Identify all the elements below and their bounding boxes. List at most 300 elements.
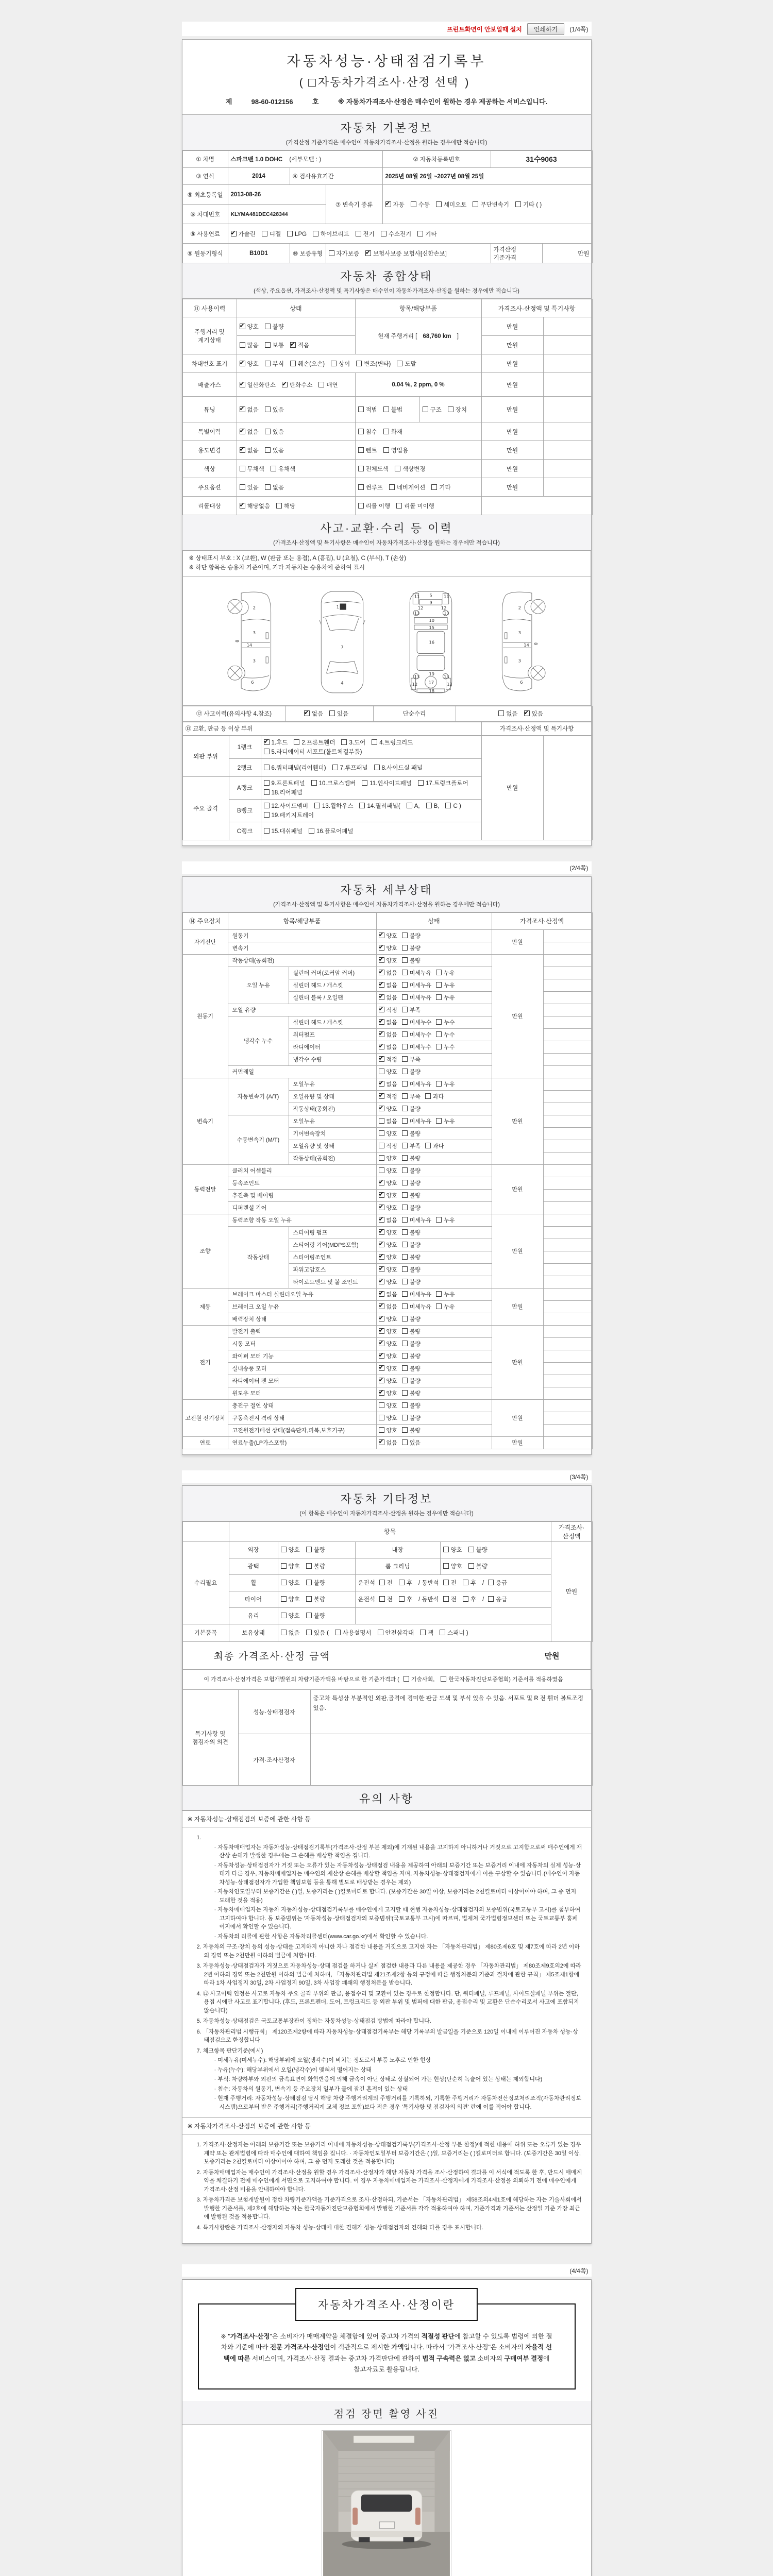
checkbox-option[interactable] [402,1117,432,1125]
checkbox-option[interactable] [383,428,402,436]
checkbox-option[interactable] [240,405,259,414]
checkbox-option[interactable] [436,1117,455,1125]
checkbox-option[interactable] [431,483,450,492]
checkbox-option[interactable] [402,993,432,1002]
checkbox-option[interactable] [264,802,309,810]
unchecked-checkbox-icon [331,361,337,366]
checkbox-option[interactable] [402,1278,421,1286]
tuning-label: 튜닝 [182,397,237,422]
checkbox-option[interactable] [379,969,397,977]
option-note [543,478,592,497]
checkbox-option[interactable] [473,200,509,209]
checkbox-label: 미세누유 [409,995,432,1002]
checkbox-option[interactable] [379,1253,397,1261]
unchecked-checkbox-icon [402,1353,408,1359]
checkbox-option[interactable] [379,1401,397,1410]
note-line: · 자동차성능·상태점검자가 거짓 또는 오류가 있는 자동차성능·상태점검 내용을 제공하여 아래의 보증기간 또는 보증거리 이내에 자동차의 실제 성능·상태가 다른 경우, 자동차매매업자는 매수인의 재산상 손해를 배상할 책임을 지며, 자동차성능·상태점검자에게 이를 구상할 수 있습니다.(매수인이 자동차성능·상태점검자가 가입한 책임보험 등을 통해 별도로 배상받는 경우는 제외) [214,1862,581,1886]
checkbox-option[interactable] [379,1389,397,1397]
stcell [376,929,492,942]
checkbox-option[interactable] [379,1579,393,1587]
checkbox-option[interactable] [379,1092,397,1100]
svg-text:8: 8 [533,642,539,645]
checkbox-option[interactable] [411,200,430,209]
checkbox-option[interactable] [379,1179,397,1187]
checkbox-option[interactable] [264,779,305,787]
checkbox-option[interactable] [436,1302,455,1311]
checkbox-label: 전기 [363,231,375,238]
checkbox-option[interactable] [402,1302,432,1311]
checkbox-option[interactable] [383,446,408,454]
checkbox-option[interactable] [396,502,434,510]
checkbox-option[interactable] [402,1154,421,1162]
checkbox-option[interactable] [379,1166,397,1175]
stcell [376,1016,492,1028]
checkbox-option[interactable] [374,764,423,772]
checkbox-option[interactable] [379,1105,397,1113]
checkbox-option[interactable] [488,1595,507,1603]
checkbox-option[interactable] [309,827,354,835]
field-year-label: ③ 연식 [182,168,228,185]
checkbox-option[interactable] [358,465,389,473]
print-install-notice[interactable]: 프린트화면이 안보일때 설치 [447,25,522,33]
checkbox-option[interactable] [240,381,276,389]
checkbox-label: 후 [406,1597,413,1603]
checkbox-label: 없음 [311,711,323,718]
field-car-name-label: ① 차명 [182,151,228,168]
checkbox-option[interactable] [443,1579,457,1587]
checkbox-option[interactable] [404,1675,435,1684]
checkbox-option[interactable] [468,1546,488,1554]
checkbox-option[interactable] [379,981,397,989]
checkbox-option[interactable] [402,1129,421,1138]
checkbox-option[interactable] [311,779,356,787]
checkbox-option[interactable] [240,483,259,492]
checkbox-option[interactable] [379,956,397,964]
bcell [543,1041,592,1053]
accident-history-state [285,706,373,721]
checkbox-option[interactable] [276,502,295,510]
checkbox-option[interactable] [314,802,353,810]
checkbox-option[interactable] [304,709,323,718]
checkbox-option[interactable] [402,1389,421,1397]
checkbox-option[interactable] [389,483,426,492]
icell: 동력조향 작동 오일 누유 [228,1214,376,1226]
checkbox-label: 사용설명서 [342,1630,372,1637]
checkbox-option[interactable] [402,1216,432,1224]
checkbox-label: 도말 [405,361,416,367]
checkbox-option[interactable] [264,827,303,835]
checkbox-option[interactable] [402,1204,421,1212]
checkbox-option[interactable] [265,360,284,368]
detail-row [182,1436,592,1449]
gloss-state [278,1558,355,1574]
checkbox-option[interactable] [498,709,517,718]
checkbox-option[interactable] [379,1067,397,1076]
checkbox-option[interactable] [265,341,284,349]
checkbox-option[interactable] [385,200,405,209]
checkbox-label: 불량 [409,1255,421,1261]
checkbox-option[interactable] [402,944,421,952]
checkbox-option[interactable] [379,1018,397,1026]
checkbox-option[interactable] [379,1595,393,1603]
checkbox-option[interactable] [332,764,368,772]
mileage-note-1 [543,317,592,336]
checkbox-option[interactable] [358,428,377,436]
checkbox-option[interactable] [399,1595,412,1603]
checkbox-option[interactable] [423,405,442,414]
checkbox-option[interactable] [443,1562,462,1570]
checkbox-label: 있음 ( [313,1630,329,1637]
checkbox-option[interactable] [402,1377,421,1385]
checkbox-option[interactable] [379,1327,397,1335]
checkbox-option[interactable] [402,1166,421,1175]
checkbox-option[interactable] [265,323,284,331]
checkbox-option[interactable] [281,1595,300,1603]
checkbox-label: 적음 [297,342,310,349]
checkbox-option[interactable] [379,1228,397,1236]
checkbox-label: 스패너 ) [447,1630,468,1637]
outer-panel-label: 외판 부위 [182,736,229,776]
checked-checkbox-icon [379,1242,384,1247]
checkbox-option[interactable] [379,944,397,952]
checkbox-option[interactable] [379,1204,397,1212]
checkbox-label: 16.플로어패널 [316,828,354,835]
checkbox-option[interactable] [426,803,440,809]
bcell [543,1276,592,1288]
checkbox-option[interactable] [524,709,543,718]
unchecked-checkbox-icon [265,484,271,490]
checkbox-label: 부족 [409,1057,421,1063]
unchecked-checkbox-icon [332,765,338,770]
gloss-label: 광택 [229,1558,278,1574]
unchecked-checkbox-icon [379,1143,384,1148]
checkbox-option[interactable] [240,446,259,454]
checkbox-label: 불량 [409,1069,421,1076]
checkbox-option[interactable] [379,1315,397,1323]
checkbox-option[interactable] [420,1629,433,1637]
checkbox-option[interactable] [379,1191,397,1199]
icell: 파워고압호스 [289,1263,376,1276]
checkbox-option[interactable] [379,1216,397,1224]
checkbox-option[interactable] [329,249,359,258]
checkbox-option[interactable] [402,1092,421,1100]
checkbox-label: 없음 [386,1118,397,1125]
tuning-legal [355,397,419,422]
checkbox-option[interactable] [329,709,348,718]
checkbox-option[interactable] [436,1030,455,1039]
checkbox-option[interactable] [379,1438,397,1447]
checkbox-option[interactable] [440,1629,468,1637]
checkbox-option[interactable] [240,341,259,349]
checkbox-option[interactable] [331,360,350,368]
checkbox-option[interactable] [379,1241,397,1249]
checkbox-option[interactable] [402,1030,432,1039]
checkbox-option[interactable] [402,1315,421,1323]
unchecked-checkbox-icon [264,803,270,808]
checkbox-option[interactable] [402,1191,421,1199]
checkbox-option[interactable] [358,405,377,414]
checkbox-option[interactable] [265,483,284,492]
checkbox-option[interactable] [306,1595,325,1603]
checkbox-option[interactable] [306,1579,325,1587]
mileage-post: ] [457,333,459,340]
checkbox-option[interactable] [379,931,397,940]
checkbox-label: 미세누유 [409,1118,432,1125]
checkbox-option[interactable] [402,1043,432,1051]
checkbox-option[interactable] [441,1675,563,1684]
checkbox-option[interactable] [379,1117,397,1125]
checkbox-option[interactable] [306,1546,325,1554]
note-line: · 현재 주행거리: 자동차성능·상태점검 당시 해당 차량 주행거리계의 주행거리를 기록하되, 기록한 주행거리가 자동차전산정보처리조직(자동차관리정보시스템)으로부터 받은 주행거리(주행거리계 교체 정보 포함)보다 적은 경우 '특기사항 및 점검자의 의견' 란에 이를 적어야 합니다. [214,2095,582,2110]
checkbox-label: 색상변경 [402,466,426,472]
checkbox-option[interactable] [379,1377,397,1385]
rankB-label: B랭크 [229,799,261,822]
checkbox-option[interactable] [281,1579,300,1587]
checkbox-option[interactable] [290,341,309,349]
checkbox-option[interactable] [397,360,416,368]
checkbox-option[interactable] [402,1055,421,1063]
checkbox-option[interactable] [468,1562,488,1570]
checkbox-option[interactable] [402,1018,432,1026]
checkbox-option[interactable] [240,465,264,473]
checkbox-option[interactable] [379,1352,397,1360]
pcell: 만원 [492,1325,543,1399]
checkbox-option[interactable] [402,969,432,977]
detail-h-device: ⑭ 주요장치 [182,912,228,929]
checkbox-option[interactable] [443,1595,457,1603]
checkbox-option[interactable] [240,323,259,331]
checkbox-option[interactable] [425,1142,444,1150]
checkbox-option[interactable] [402,1105,421,1113]
checkbox-option[interactable] [372,738,413,747]
checkbox-option[interactable] [399,1579,412,1587]
checkbox-option[interactable] [265,446,284,454]
text-fragment: / [482,1597,484,1603]
checkbox-option[interactable] [379,1278,397,1286]
checkbox-option[interactable] [306,1562,325,1570]
checkbox-option[interactable] [308,74,459,90]
checkbox-option[interactable] [356,360,391,368]
checkbox-option[interactable] [443,1546,462,1554]
checkbox-option[interactable] [402,1179,421,1187]
checkbox-option[interactable] [436,1043,455,1051]
checkbox-option[interactable] [379,1290,397,1298]
checkbox-option[interactable] [265,405,284,414]
gcell: 고전원 전기장치 [182,1399,228,1436]
checkbox-option[interactable] [402,1006,421,1014]
checkbox-option[interactable] [379,1142,397,1150]
checkbox-label: 미세누유 [409,1081,432,1088]
checkbox-option[interactable] [281,1612,300,1620]
checkbox-option[interactable] [515,200,542,209]
icell: 등속조인트 [228,1177,376,1189]
checkbox-label: 한국자동차진단보증협회) 기준서를 적용하였음 [448,1676,563,1683]
checkbox-option[interactable] [358,446,377,454]
checkbox-option[interactable] [356,230,375,238]
checkbox-option[interactable] [313,230,349,238]
checkbox-option[interactable] [264,811,314,819]
checkbox-option[interactable] [425,1092,444,1100]
checkbox-option[interactable] [379,1030,397,1039]
checkbox-option[interactable] [402,1414,421,1422]
checkbox-label: 있음 [531,711,543,718]
checkbox-option[interactable] [436,993,455,1002]
checkbox-label: 없음 [386,1292,397,1298]
checkbox-option[interactable] [359,802,400,810]
checkbox-option[interactable] [448,405,467,414]
checkbox-label: 누수 [444,1032,455,1039]
checkbox-option[interactable] [463,1595,476,1603]
checkbox-option[interactable] [379,1043,397,1051]
checkbox-option[interactable] [379,1340,397,1348]
checkbox-option[interactable] [417,230,436,238]
checkbox-label: 과다 [433,1143,444,1150]
checkbox-option[interactable] [436,969,455,977]
checkbox-label: 불량 [313,1613,325,1620]
svg-text:13: 13 [414,673,420,679]
checkbox-option[interactable] [379,1426,397,1434]
mileage-item [355,317,481,354]
checkbox-option[interactable] [436,1290,455,1298]
basic-info-header [182,114,591,150]
checkbox-option[interactable] [262,230,281,238]
room-label: 룸 크리닝 [355,1558,440,1574]
checkbox-option[interactable] [318,381,338,389]
checkbox-option[interactable] [240,502,270,510]
unchecked-checkbox-icon [402,1266,408,1272]
checkbox-option[interactable] [488,1579,507,1587]
usage-kind [355,441,481,460]
checkbox-option[interactable] [402,1067,421,1076]
checkbox-option[interactable] [265,428,284,436]
checkbox-label: 자가보증 [336,250,359,257]
checkbox-option[interactable] [402,1142,421,1150]
print-button[interactable]: 인쇄하기 [527,23,564,35]
checkbox-option[interactable] [282,381,312,389]
checkbox-option[interactable] [281,1562,300,1570]
checkbox-option[interactable] [264,764,326,772]
checkbox-option[interactable] [379,1154,397,1162]
checkbox-option[interactable] [402,1401,421,1410]
checkbox-option[interactable] [281,1546,300,1554]
checkbox-option[interactable] [379,1265,397,1274]
unchecked-checkbox-icon [402,1192,408,1198]
checkbox-option[interactable] [402,1340,421,1348]
checkbox-option[interactable] [402,1352,421,1360]
checkbox-option[interactable] [402,1080,432,1088]
checkbox-option[interactable] [395,465,425,473]
checkbox-option[interactable] [379,1055,397,1063]
checkbox-option[interactable] [402,981,432,989]
checkbox-label: 누유 [444,1292,455,1298]
checkbox-option[interactable] [418,779,468,787]
checkbox-option[interactable] [240,360,259,368]
checkbox-label: 미세누유 [409,970,432,977]
checkbox-option[interactable] [341,738,365,747]
icell: 워터펌프 [289,1028,376,1041]
checkbox-option[interactable] [436,1080,455,1088]
text-segment: 가격조사·산정 [230,2333,270,2341]
icell: 고전원전기배선 상태(접속단자,피복,보호기구) [228,1424,376,1436]
other-table [182,1521,593,1642]
checkbox-option[interactable] [362,779,412,787]
checkbox-option[interactable] [379,1080,397,1088]
checkbox-option[interactable] [335,1629,372,1637]
checkbox-option[interactable] [379,1364,397,1372]
checkbox-option[interactable] [402,1327,421,1335]
checkbox-option[interactable] [436,1018,455,1026]
note-line: 1. [196,1835,201,1841]
checkbox-option[interactable] [402,1228,421,1236]
checkbox-option[interactable] [294,738,335,747]
checkbox-option[interactable] [271,465,295,473]
svg-text:13: 13 [444,610,449,616]
checked-checkbox-icon [379,1081,384,1087]
checkbox-option[interactable] [463,1579,476,1587]
page-indicator-3: (3/4쪽) [182,1470,592,1483]
checkbox-option[interactable] [402,1290,432,1298]
checkbox-option[interactable] [365,249,447,258]
checkbox-option[interactable] [402,1253,421,1261]
recall-note [481,497,592,515]
checkbox-option[interactable] [306,1629,329,1637]
checkbox-option[interactable] [358,502,391,510]
unchecked-checkbox-icon [359,803,365,808]
checkbox-option[interactable] [381,230,411,238]
checkbox-option[interactable] [445,803,461,809]
checkbox-option[interactable] [436,200,466,209]
checkbox-option[interactable] [379,1302,397,1311]
icell: 실린더 블록 / 오일팬 [289,991,376,1004]
base-price-label: 가격산정 기준가격 [491,244,542,263]
checkbox-option[interactable] [281,1629,300,1637]
checkbox-option[interactable] [407,803,420,809]
checkbox-option[interactable] [436,981,455,989]
checkbox-option[interactable] [264,788,303,796]
checkbox-option[interactable] [379,1129,397,1138]
checkbox-option[interactable] [436,1216,455,1224]
checkbox-option[interactable] [306,1612,325,1620]
checkbox-option[interactable] [378,1629,414,1637]
checkbox-option[interactable] [264,748,362,756]
checkbox-option[interactable] [402,1426,421,1434]
checkbox-option[interactable] [287,231,307,238]
checkbox-option[interactable] [402,956,421,964]
checkbox-option[interactable] [379,1006,397,1014]
checkbox-option[interactable] [402,931,421,940]
stcell [376,1375,492,1387]
checkbox-option[interactable] [264,738,288,747]
checkbox-option[interactable] [402,1364,421,1372]
checkbox-label: 1.후드 [271,740,288,747]
checkbox-option[interactable] [379,1414,397,1422]
checkbox-label: 미세누수 [409,1020,432,1026]
checkbox-option[interactable] [402,1241,421,1249]
checkbox-option[interactable] [383,405,402,414]
checkbox-option[interactable] [290,360,325,368]
overall-header [182,263,591,299]
unchecked-checkbox-icon [407,803,412,808]
icell: 추진축 및 베어링 [228,1189,376,1201]
checkbox-option[interactable] [358,483,383,492]
checkbox-option[interactable] [379,993,397,1002]
checkbox-option[interactable] [402,1265,421,1274]
bcell [543,1201,592,1214]
checkbox-option[interactable] [402,1438,421,1447]
field-valid-value: 2025년 08월 26일 ~2027년 08월 25일 [382,168,592,185]
checkbox-option[interactable] [231,230,256,238]
checkbox-option[interactable] [240,428,259,436]
